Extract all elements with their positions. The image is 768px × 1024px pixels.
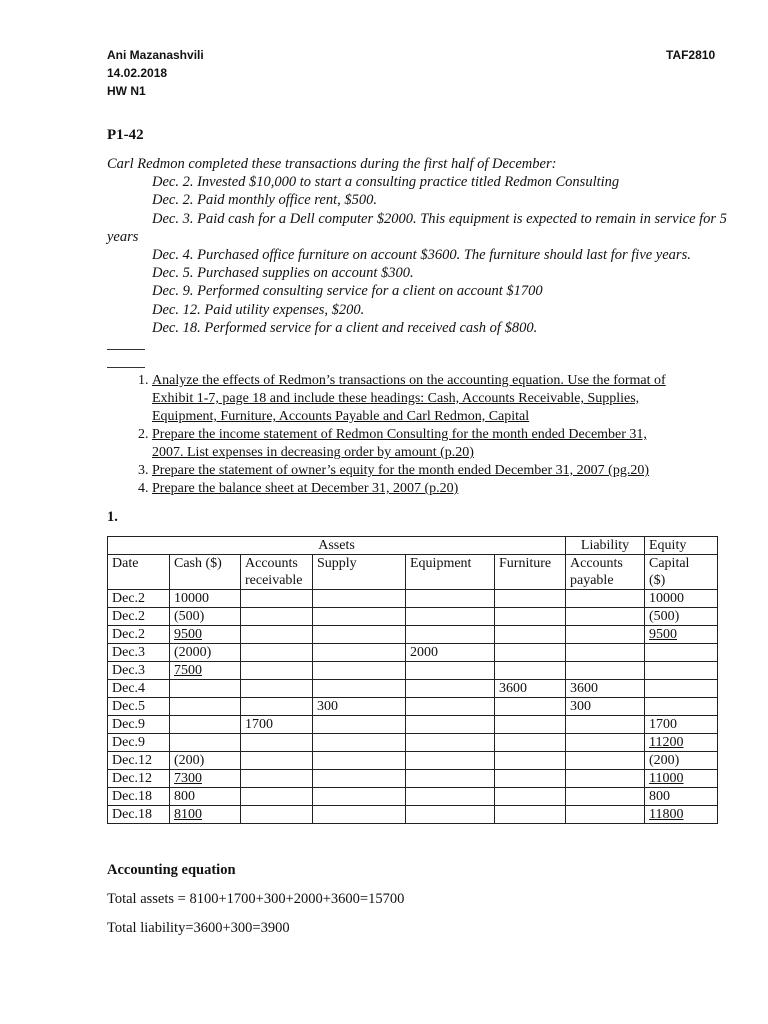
- table-cell: 11000: [645, 770, 718, 788]
- table-cell: Dec.9: [108, 734, 170, 752]
- table-cell: [566, 590, 645, 608]
- table-row: [108, 698, 718, 716]
- table-cell: Dec.4: [108, 680, 170, 698]
- table-cell: [495, 662, 566, 680]
- table-cell: [495, 698, 566, 716]
- table-cell: 10000: [170, 590, 241, 608]
- table-row: [108, 644, 718, 662]
- table-cell: Dec.3: [108, 644, 170, 662]
- table-cell: [241, 788, 313, 806]
- table-cell: 7300: [170, 770, 241, 788]
- table-cell: [566, 662, 645, 680]
- transaction-analysis-table: [107, 536, 718, 824]
- table-cell: [170, 734, 241, 752]
- author-name: Ani Mazanashvili: [107, 48, 204, 62]
- table-cell: 1700: [645, 716, 718, 734]
- transaction-item: Dec. 18. Performed service for a client and received cash of $800.: [152, 319, 538, 336]
- table-cell: [241, 752, 313, 770]
- table-body: [108, 590, 718, 824]
- task-item: [107, 426, 717, 462]
- accounting-equation-title: Accounting equation: [107, 862, 236, 878]
- table-cell: [566, 716, 645, 734]
- table-cell: [495, 770, 566, 788]
- table-row: [108, 752, 718, 770]
- table-cell: [406, 770, 495, 788]
- table-cell: [495, 608, 566, 626]
- table-cell: Dec.18: [108, 806, 170, 824]
- table-cell: [313, 644, 406, 662]
- intro-text: Carl Redmon completed these transactions during the first half of December:: [107, 156, 557, 172]
- liability-group-header: Liability: [566, 537, 645, 555]
- document-header-right: [666, 46, 715, 64]
- table-cell: [645, 680, 718, 698]
- column-header-furniture: Furniture: [495, 555, 566, 590]
- table-cell: [313, 626, 406, 644]
- table-cell: Dec.2: [108, 608, 170, 626]
- table-cell: [241, 608, 313, 626]
- table-cell: [241, 698, 313, 716]
- table-cell: [566, 788, 645, 806]
- table-cell: 7500: [170, 662, 241, 680]
- table-cell: Dec.12: [108, 752, 170, 770]
- table-row: [108, 716, 718, 734]
- table-cell: 3600: [495, 680, 566, 698]
- table-cell: [313, 806, 406, 824]
- task-text: Analyze the effects of Redmon’s transactions on the accounting equation. Use the format of Exhibit 1-7, page 18 and include these headings: Cash, Accounts Receivable, Supplies, Equipment, Furniture, Accounts Payable and Carl Redmon, Capital: [152, 373, 666, 424]
- table-cell: 3600: [566, 680, 645, 698]
- table-cell: [241, 662, 313, 680]
- section-number: 1.: [107, 509, 118, 525]
- table-cell: [495, 716, 566, 734]
- table-cell: [495, 788, 566, 806]
- table-cell: [241, 680, 313, 698]
- table-row: [108, 806, 718, 824]
- task-list: [107, 372, 717, 498]
- document-date: 14.02.2018: [107, 66, 168, 80]
- task-item: [107, 372, 717, 426]
- table-row: [108, 788, 718, 806]
- table-cell: [566, 626, 645, 644]
- table-cell: [241, 644, 313, 662]
- column-header-date: Date: [108, 555, 170, 590]
- table-cell: [406, 806, 495, 824]
- table-cell: [170, 680, 241, 698]
- table-cell: [406, 734, 495, 752]
- table-cell: [406, 590, 495, 608]
- table-cell: [170, 698, 241, 716]
- table-cell: Dec.5: [108, 698, 170, 716]
- table-cell: [313, 680, 406, 698]
- table-cell: [645, 644, 718, 662]
- table-row: [108, 734, 718, 752]
- column-header-accounts-payable: Accounts payable: [566, 555, 645, 590]
- table-cell: 800: [170, 788, 241, 806]
- problem-statement: [107, 155, 727, 337]
- assignment-label: HW N1: [107, 84, 146, 98]
- table-cell: [313, 770, 406, 788]
- transaction-item: Dec. 2. Paid monthly office rent, $500.: [152, 192, 377, 209]
- table-cell: 300: [566, 698, 645, 716]
- transaction-item: Dec. 5. Purchased supplies on account $300.: [152, 265, 414, 282]
- table-cell: [566, 644, 645, 662]
- transaction-item: Dec. 12. Paid utility expenses, $200.: [152, 301, 365, 318]
- total-liability-line: Total liability=3600+300=3900: [107, 920, 290, 936]
- column-header-capital: Capital ($): [645, 555, 718, 590]
- table-cell: (500): [170, 608, 241, 626]
- table-row: [108, 590, 718, 608]
- problem-title: P1-42: [107, 127, 144, 143]
- column-header-equipment: Equipment: [406, 555, 495, 590]
- table-cell: [495, 626, 566, 644]
- table-cell: Dec.2: [108, 590, 170, 608]
- table-cell: [495, 644, 566, 662]
- task-number: 1.: [138, 373, 149, 388]
- table-cell: 8100: [170, 806, 241, 824]
- table-cell: 11200: [645, 734, 718, 752]
- table-cell: [241, 626, 313, 644]
- transaction-item: Dec. 4. Purchased office furniture on account $3600. The furniture should last for five years.: [152, 247, 691, 264]
- task-text: Prepare the balance sheet at December 31, 2007 (p.20): [152, 481, 459, 496]
- table-cell: [313, 608, 406, 626]
- table-cell: [406, 626, 495, 644]
- table-cell: [406, 716, 495, 734]
- table-cell: [406, 752, 495, 770]
- column-header-cash: Cash ($): [170, 555, 241, 590]
- table-cell: [495, 752, 566, 770]
- table-row: [108, 626, 718, 644]
- table-cell: 800: [645, 788, 718, 806]
- table-cell: [406, 680, 495, 698]
- table-cell: [406, 698, 495, 716]
- table-cell: (200): [170, 752, 241, 770]
- table-cell: [313, 716, 406, 734]
- table-row: [108, 608, 718, 626]
- table-cell: Dec.9: [108, 716, 170, 734]
- table-cell: [241, 590, 313, 608]
- table-cell: [566, 734, 645, 752]
- table-cell: Dec.3: [108, 662, 170, 680]
- table-cell: [566, 752, 645, 770]
- table-cell: [313, 788, 406, 806]
- table-cell: Dec.12: [108, 770, 170, 788]
- table-cell: [495, 806, 566, 824]
- table-row: [108, 662, 718, 680]
- table-cell: [566, 608, 645, 626]
- table-column-header-row: [108, 555, 718, 590]
- table-cell: 2000: [406, 644, 495, 662]
- task-item: [107, 480, 717, 498]
- table-cell: [241, 806, 313, 824]
- document-header-left: [107, 46, 204, 100]
- table-cell: 11800: [645, 806, 718, 824]
- table-cell: [313, 590, 406, 608]
- table-cell: [566, 770, 645, 788]
- assets-group-header: Assets: [108, 537, 566, 555]
- table-cell: 9500: [645, 626, 718, 644]
- table-cell: [313, 662, 406, 680]
- course-code: TAF2810: [666, 48, 716, 62]
- divider-line: [107, 367, 145, 368]
- task-number: 4.: [138, 481, 149, 496]
- table-cell: 1700: [241, 716, 313, 734]
- transaction-item: Dec. 3. Paid cash for a Dell computer $2000. This equipment is expected to remain in service for 5 years: [107, 210, 727, 245]
- table-cell: (2000): [170, 644, 241, 662]
- table-cell: Dec.2: [108, 626, 170, 644]
- table-cell: [495, 590, 566, 608]
- task-number: 2.: [138, 427, 149, 442]
- table-group-header-row: [108, 537, 718, 555]
- table-cell: [406, 788, 495, 806]
- table-cell: (200): [645, 752, 718, 770]
- task-text: Prepare the statement of owner’s equity for the month ended December 31, 2007 (pg.20): [152, 463, 649, 478]
- column-header-accounts-receivable: Accounts receivable: [241, 555, 313, 590]
- table-cell: Dec.18: [108, 788, 170, 806]
- task-number: 3.: [138, 463, 149, 478]
- table-cell: 9500: [170, 626, 241, 644]
- table-cell: [406, 608, 495, 626]
- table-cell: [241, 734, 313, 752]
- table-cell: [313, 752, 406, 770]
- table-cell: [406, 662, 495, 680]
- task-text: Prepare the income statement of Redmon Consulting for the month ended December 31, 2007. List expenses in decreasing order by amount (p.20): [152, 427, 647, 460]
- divider-line: [107, 349, 145, 350]
- table-cell: 10000: [645, 590, 718, 608]
- table-cell: [645, 662, 718, 680]
- transaction-item: Dec. 2. Invested $10,000 to start a consulting practice titled Redmon Consulting: [152, 174, 620, 191]
- table-cell: [566, 806, 645, 824]
- table-row: [108, 680, 718, 698]
- table-cell: (500): [645, 608, 718, 626]
- column-header-supply: Supply: [313, 555, 406, 590]
- table-cell: [313, 734, 406, 752]
- total-assets-line: Total assets = 8100+1700+300+2000+3600=15700: [107, 891, 405, 907]
- transaction-item: Dec. 9. Performed consulting service for a client on account $1700: [152, 283, 543, 300]
- equity-group-header: Equity: [645, 537, 718, 555]
- table-cell: 300: [313, 698, 406, 716]
- table-cell: [170, 716, 241, 734]
- task-item: [107, 462, 717, 480]
- table-cell: [645, 698, 718, 716]
- table-cell: [241, 770, 313, 788]
- table-row: [108, 770, 718, 788]
- table-cell: [495, 734, 566, 752]
